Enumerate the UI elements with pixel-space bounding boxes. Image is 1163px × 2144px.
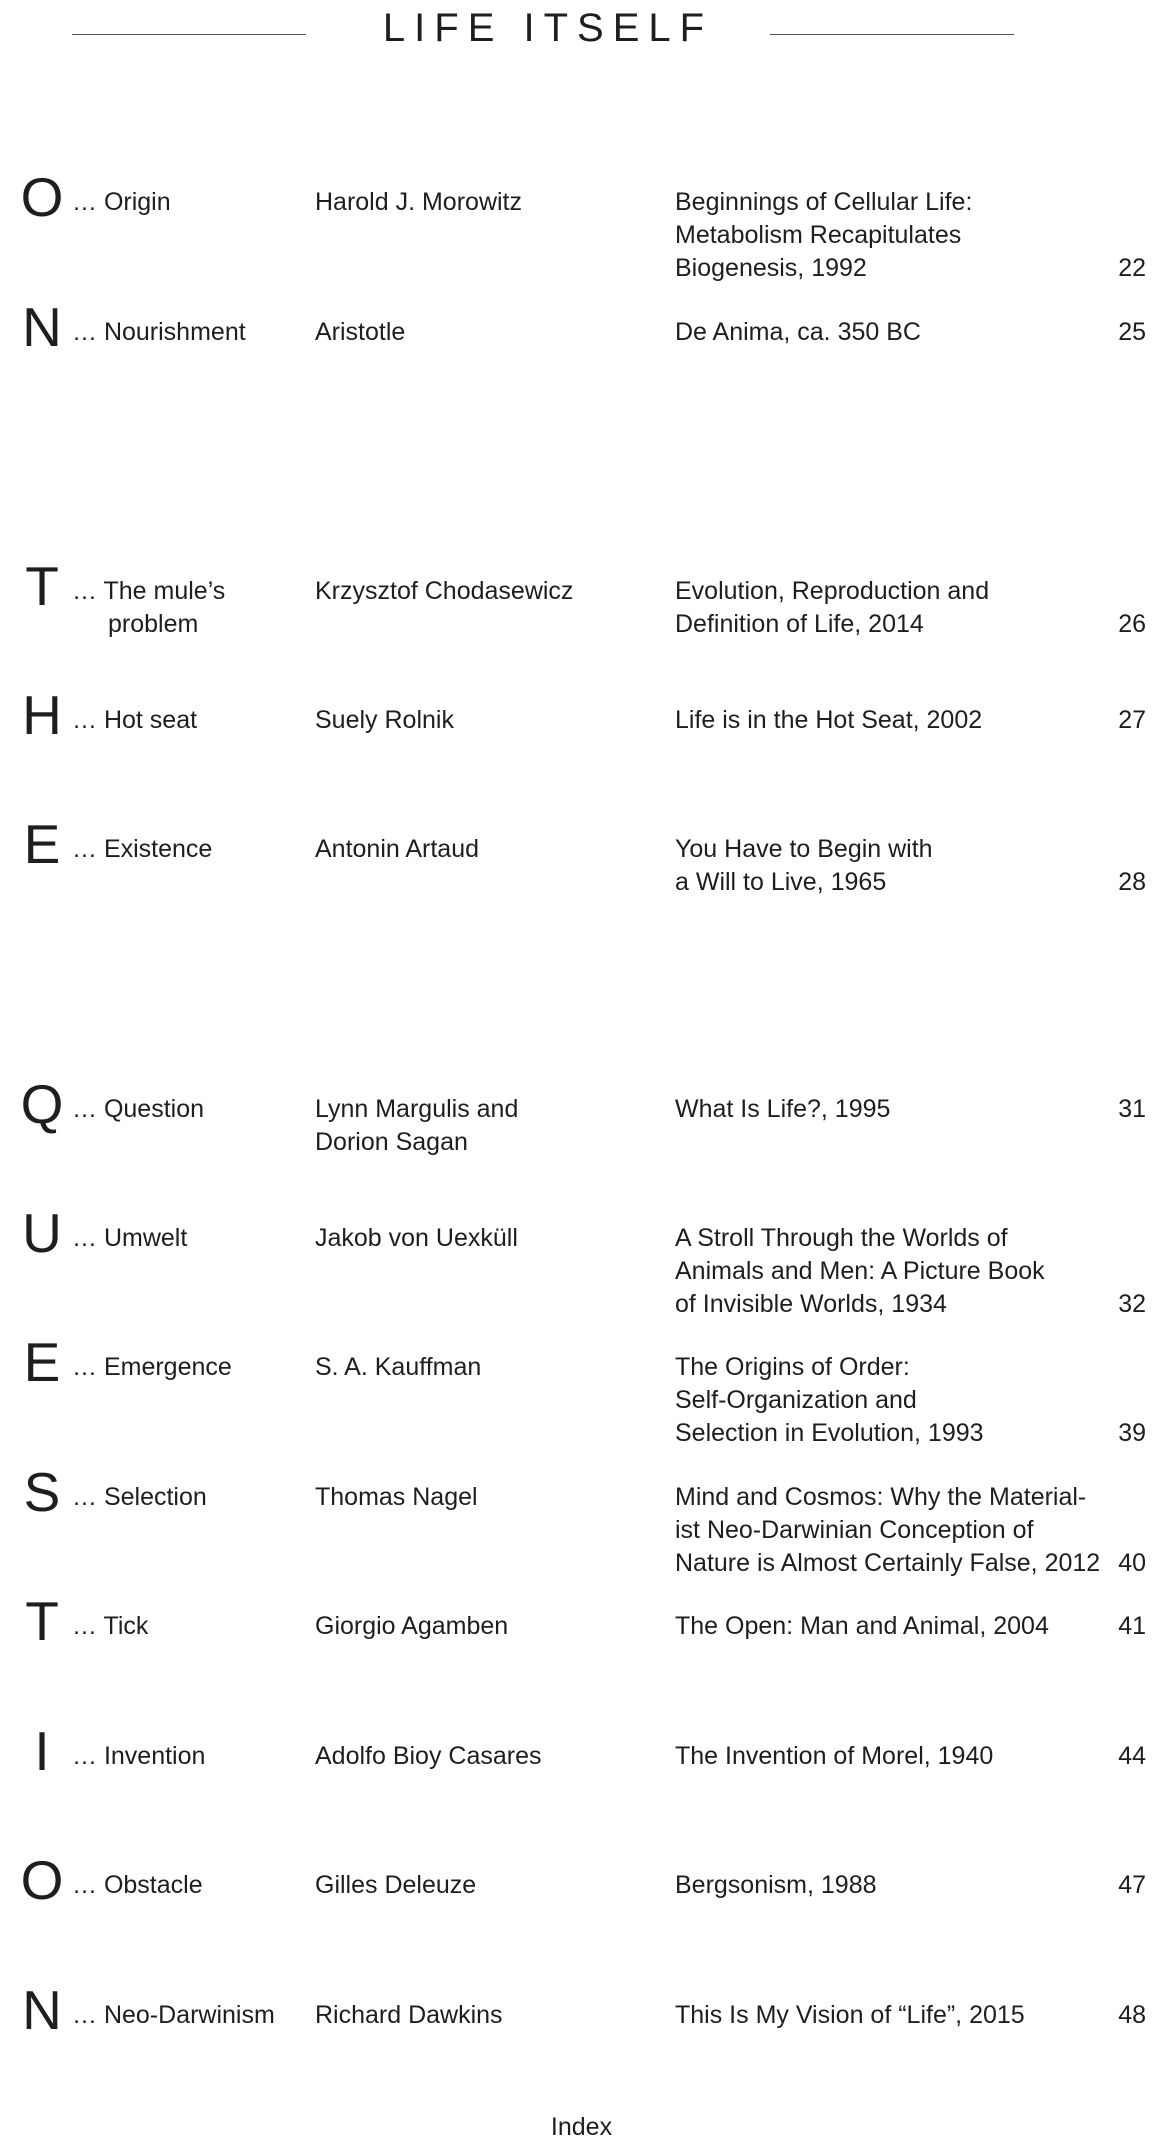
initial-letter: E [23,813,61,875]
entry-work-line: Beginnings of Cellular Life: [675,188,973,216]
entry-author-line: Adolfo Bioy Casares [315,1742,542,1770]
entry-work-line: a Will to Live, 1965 [675,868,887,896]
entry-work-line: Bergsonism, 1988 [675,1871,877,1899]
entry-topic [72,1351,232,1384]
entry-author-line: Suely Rolnik [315,706,454,734]
entry-author-line: Harold J. Morowitz [315,188,522,216]
entry-author-line: S. A. Kauffman [315,1353,482,1381]
entry-work-line: ist Neo-Darwinian Conception of [675,1516,1034,1544]
page-title: LIFE ITSELF [382,6,714,50]
entry-work-line: Life is in the Hot Seat, 2002 [675,706,983,734]
entry-work-line: Selection in Evolution, 1993 [675,1419,984,1447]
entry-author-line: Gilles Deleuze [315,1871,477,1899]
entry-work [675,833,933,899]
entry-topic-line: … Origin [72,188,171,216]
entry-work [675,1481,1100,1580]
entry-work [675,316,921,349]
entry-work-line: Self-Organization and [675,1386,917,1414]
entry-page-number: 32 [1118,1290,1146,1318]
entry-work-line: This Is My Vision of “Life”, 2015 [675,2001,1025,2029]
entry-work [675,1610,1049,1643]
entry-author [315,575,573,608]
entry-topic-line: … Existence [72,835,213,863]
entry-page-number: 47 [1118,1871,1146,1899]
entry-author-line: Jakob von Uexküll [315,1224,518,1252]
entry-topic [72,575,225,641]
entry-topic [72,186,171,219]
initial-letter: N [22,1979,62,2041]
entry-work [675,704,982,737]
entry-topic-line: … Hot seat [72,706,198,734]
entry-author [315,1093,518,1159]
entry-author [315,186,522,219]
entry-topic [72,1999,275,2032]
page-header [0,0,1163,70]
entry-author [315,704,454,737]
entry-author [315,833,479,866]
entry-author [315,1999,503,2032]
initial-letter: U [22,1202,62,1264]
entry-topic-line: … Tick [72,1612,149,1640]
entry-work [675,1222,1045,1321]
entry-author [315,1222,518,1255]
entry-work [675,1351,984,1450]
entry-author-line: Lynn Margulis and [315,1095,519,1123]
entry-author-line: Antonin Artaud [315,835,480,863]
entry-page-number: 48 [1118,2001,1146,2029]
entry-topic-line: … Question [72,1095,205,1123]
entry-work-line: Biogenesis, 1992 [675,254,867,282]
entry-topic [72,1093,204,1126]
entry-page-number: 27 [1118,706,1146,734]
initial-letter: O [20,166,64,228]
index-label: Index [550,2113,613,2141]
entry-topic-line: … Invention [72,1742,206,1770]
initial-letter: H [22,684,62,746]
entry-author-line: Dorion Sagan [315,1128,468,1156]
entry-topic [72,1610,148,1643]
entry-topic-line: … Emergence [72,1353,232,1381]
entry-page-number: 39 [1118,1419,1146,1447]
entry-topic [72,1222,187,1255]
initial-letter: Q [20,1073,64,1135]
initial-letter: T [25,555,59,617]
entry-work [675,1093,890,1126]
entry-author-line: Thomas Nagel [315,1483,478,1511]
entry-work [675,575,989,641]
initial-letter: I [34,1720,50,1782]
entry-author-line: Aristotle [315,318,406,346]
entry-topic [72,1869,203,1902]
entry-topic [72,316,246,349]
entry-work-line: The Origins of Order: [675,1353,910,1381]
entry-author [315,1610,508,1643]
entry-work-line: Evolution, Reproduction and [675,577,990,605]
entry-work-line: What Is Life?, 1995 [675,1095,891,1123]
entry-page-number: 25 [1118,318,1146,346]
entry-topic-line: … Obstacle [72,1871,203,1899]
entry-work [675,186,972,285]
entry-topic-line: … Umwelt [72,1224,188,1252]
entry-work-line: Mind and Cosmos: Why the Material- [675,1483,1087,1511]
entry-topic [72,704,197,737]
entry-page-number: 26 [1118,610,1146,638]
entry-author [315,1351,481,1384]
initial-letter: N [22,296,62,358]
entry-work-line: Nature is Almost Certainly False, 2012 [675,1549,1101,1577]
entry-work-line: De Anima, ca. 350 BC [675,318,921,346]
entry-work-line: Definition of Life, 2014 [675,610,924,638]
entry-author [315,1481,478,1514]
entry-author-line: Krzysztof Chodasewicz [315,577,574,605]
header-rule-right [770,34,1014,35]
entry-work-line: of Invisible Worlds, 1934 [675,1290,947,1318]
entry-topic-line: … The mule’s [72,577,226,605]
entry-topic [72,833,212,866]
entry-topic-line: … Neo-Darwinism [72,2001,275,2029]
entry-topic [72,1481,207,1514]
initial-letter: S [23,1461,61,1523]
entry-topic [72,1740,205,1773]
entry-topic-line: … Nourishment [72,318,246,346]
initial-letter: E [23,1331,61,1393]
entry-author [315,316,405,349]
entry-author [315,1740,542,1773]
entry-author-line: Giorgio Agamben [315,1612,509,1640]
entry-work [675,1999,1025,2032]
entry-work-line: Metabolism Recapitulates [675,221,962,249]
entry-work [675,1869,877,1902]
entry-work-line: The Invention of Morel, 1940 [675,1742,994,1770]
entry-topic-line: problem [108,610,199,638]
entry-work-line: You Have to Begin with [675,835,933,863]
entry-work-line: Animals and Men: A Picture Book [675,1257,1045,1285]
entry-page-number: 31 [1118,1095,1146,1123]
entry-page-number: 40 [1118,1549,1146,1577]
entry-author [315,1869,476,1902]
initial-letter: O [20,1849,64,1911]
initial-letter: T [25,1590,59,1652]
entry-work-line: The Open: Man and Animal, 2004 [675,1612,1049,1640]
entry-page-number: 28 [1118,868,1146,896]
entry-page-number: 22 [1118,254,1146,282]
entry-author-line: Richard Dawkins [315,2001,503,2029]
entry-page-number: 41 [1118,1612,1146,1640]
entry-page-number: 44 [1118,1742,1146,1770]
entry-work-line: A Stroll Through the Worlds of [675,1224,1008,1252]
entry-topic-line: … Selection [72,1483,207,1511]
entry-work [675,1740,993,1773]
